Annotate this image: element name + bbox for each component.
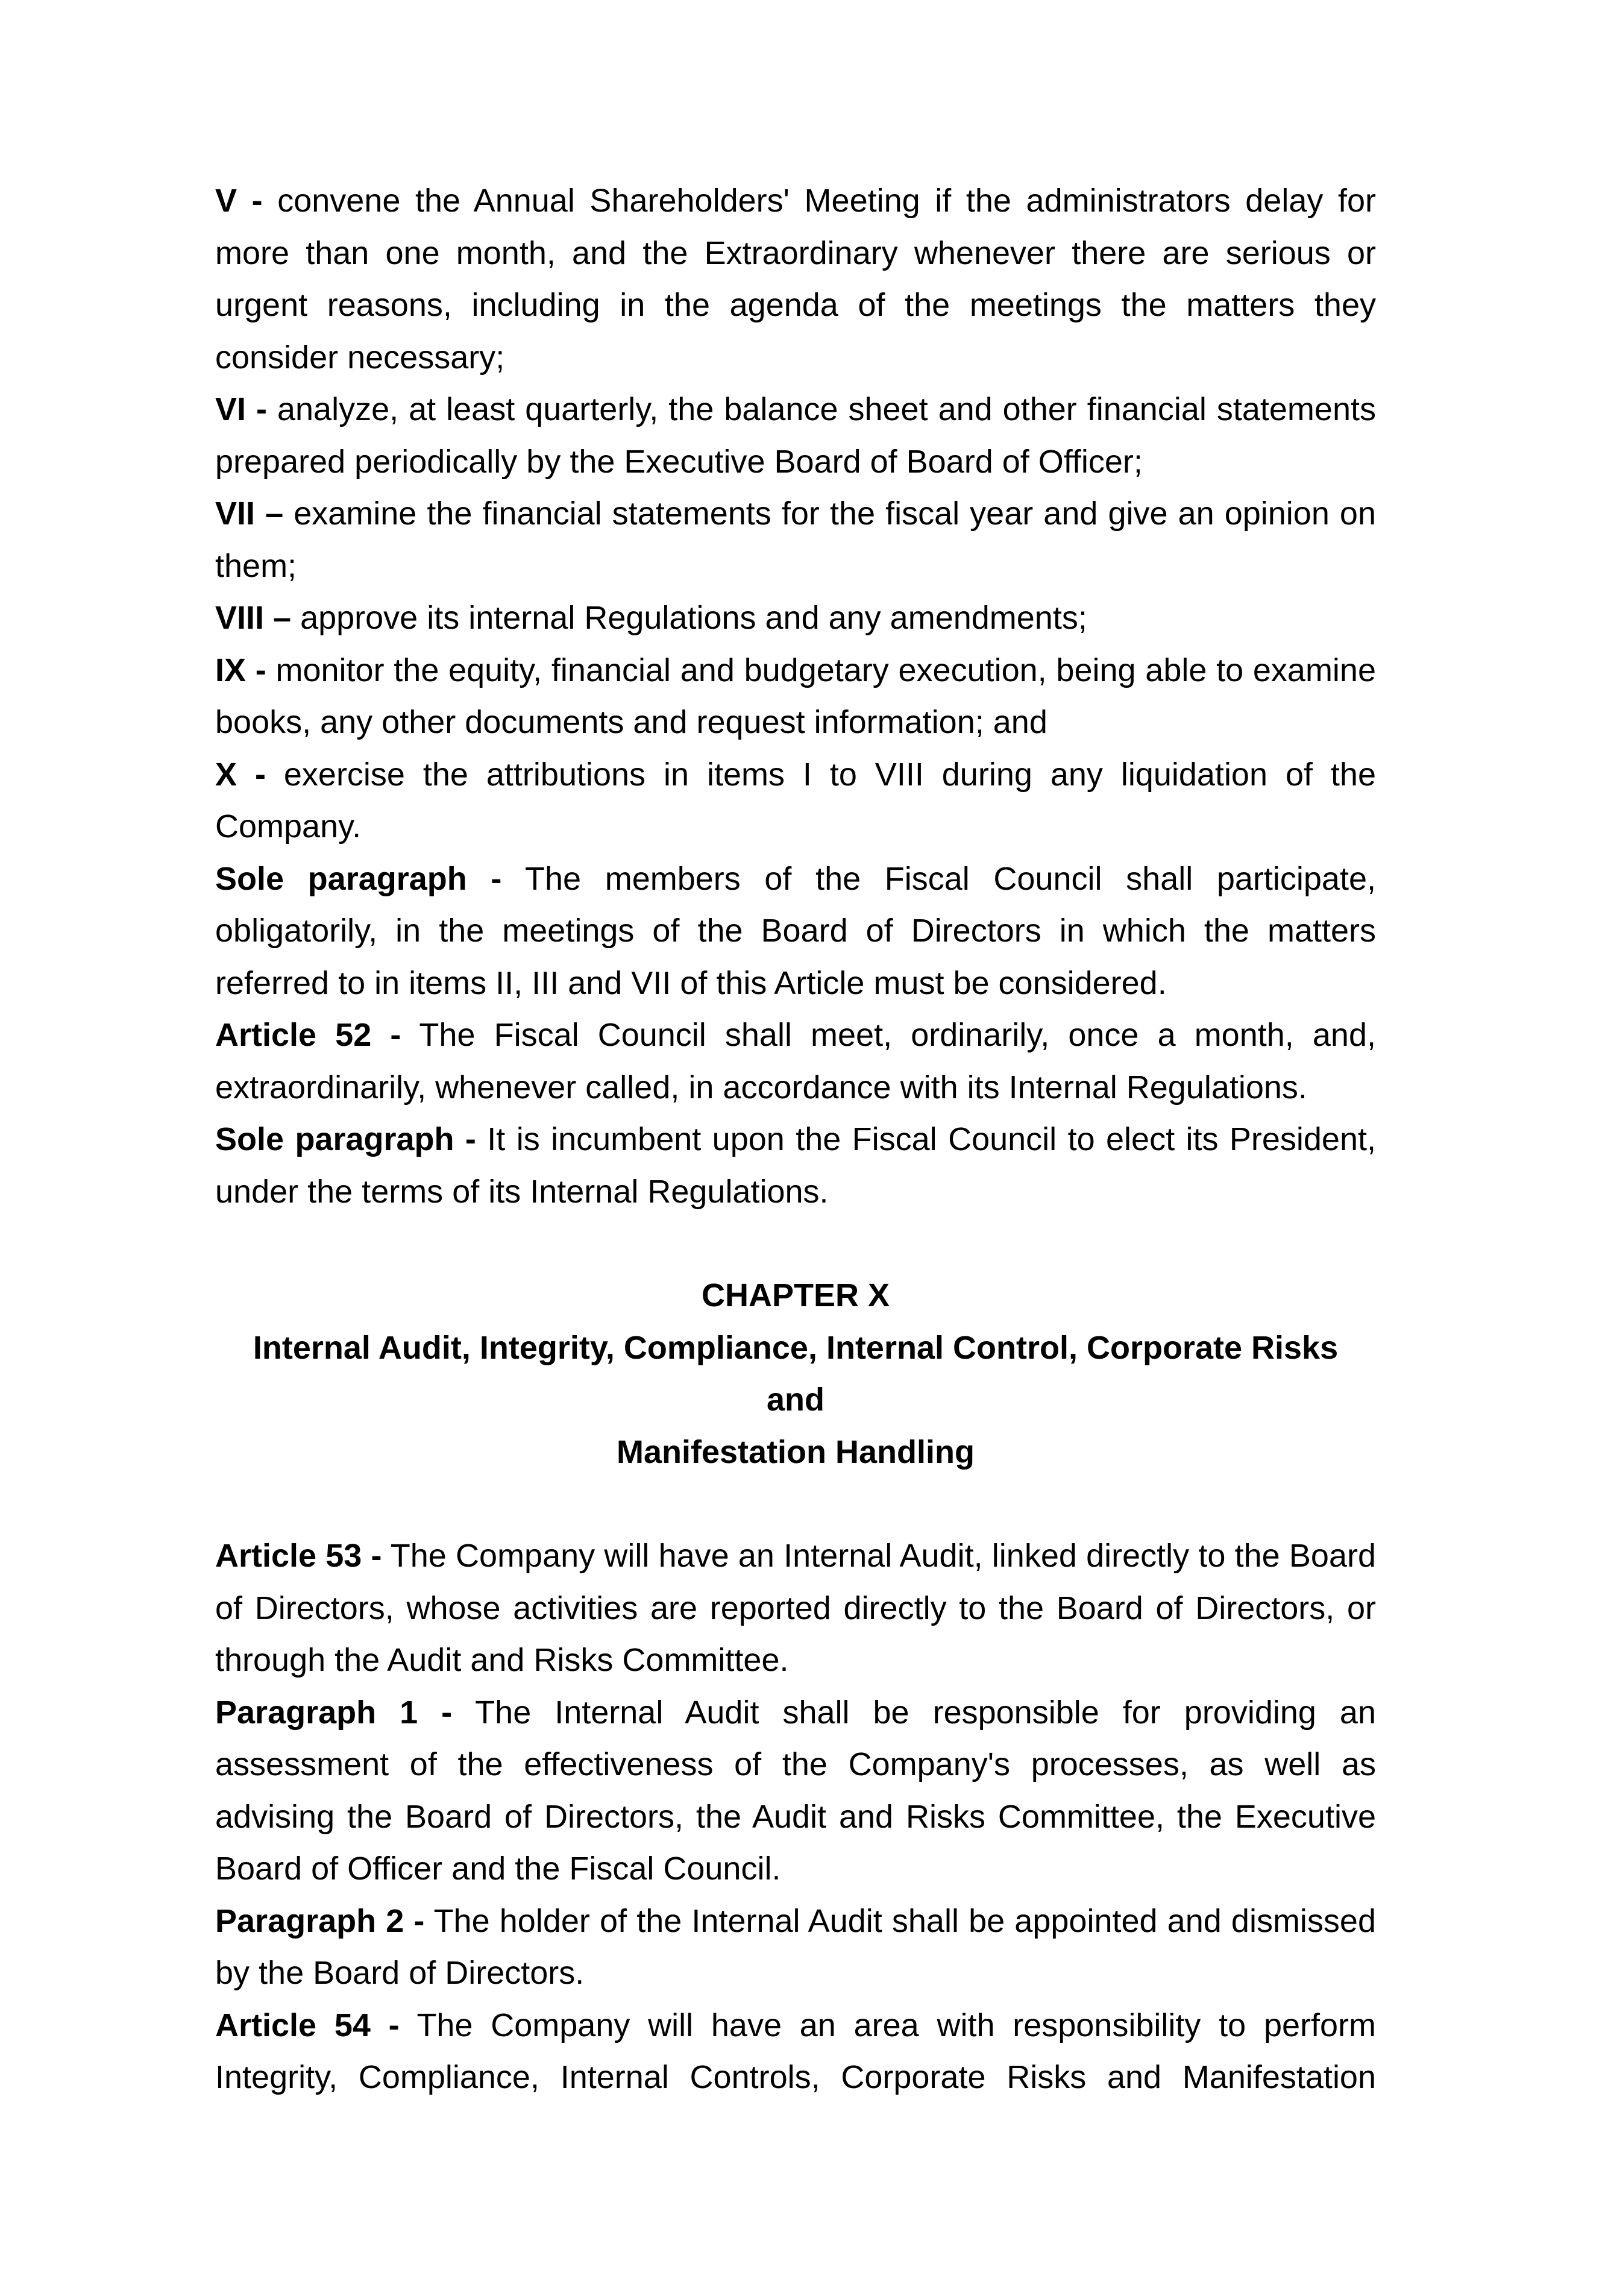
item-label: X -	[215, 756, 266, 793]
article-52	[215, 1009, 1376, 1113]
item-text: monitor the equity, financial and budgetary execution, being able to examine books, any other documents and request information; and	[215, 652, 1376, 740]
item-label: Sole paragraph -	[215, 1121, 476, 1157]
chapter-heading	[215, 1269, 1376, 1478]
item-text: approve its internal Regulations and any amendments;	[291, 600, 1087, 636]
item-vii	[215, 488, 1376, 592]
article-53	[215, 1530, 1376, 1687]
item-text: The members of the Fiscal Council shall participate, obligatorily, in the meetings of the Board of Directors in which the matters referred to in items II, III and VII of this Article must be considered.	[215, 860, 1376, 1001]
item-label: IX -	[215, 652, 266, 688]
item-text: analyze, at least quarterly, the balance sheet and other financial statements prepared periodically by the Executive Board of Board of Officer;	[215, 391, 1376, 480]
item-text: convene the Annual Shareholders' Meeting if the administrators delay for more than one month, and the Extraordinary whenever there are serious or urgent reasons, including in the agenda of the meetings the matters they consider necessary;	[215, 183, 1376, 376]
item-vi	[215, 383, 1376, 488]
paragraph-1	[215, 1687, 1376, 1895]
item-text: The Fiscal Council shall meet, ordinarily, once a month, and, extraordinarily, whenever called, in accordance with its Internal Regulations.	[215, 1017, 1376, 1106]
item-label: VI -	[215, 391, 267, 427]
sole-paragraph-51	[215, 853, 1376, 1010]
item-text: The holder of the Internal Audit shall be appointed and dismissed by the Board of Directors.	[215, 1902, 1376, 1991]
paragraph-2	[215, 1895, 1376, 1999]
item-text: exercise the attributions in items I to VIII during any liquidation of the Company.	[215, 756, 1376, 844]
item-ix	[215, 644, 1376, 749]
item-label: Article 53 -	[215, 1538, 382, 1574]
item-label: Paragraph 1 -	[215, 1694, 453, 1731]
item-x	[215, 749, 1376, 853]
item-viii	[215, 592, 1376, 644]
item-text: The Company will have an Internal Audit, linked directly to the Board of Directors, whose activities are reported directly to the Board of Directors, or through the Audit and Risks Committee.	[215, 1538, 1376, 1678]
sole-paragraph-52	[215, 1113, 1376, 1218]
item-label: Article 54 -	[215, 2007, 400, 2043]
item-text: The Company will have an area with responsibility to perform Integrity, Compliance, Internal Controls, Corporate Risks and Manifestation	[215, 2007, 1376, 2095]
item-label: Sole paragraph -	[215, 860, 502, 897]
chapter-title-line2: and	[766, 1382, 824, 1418]
item-text: It is incumbent upon the Fiscal Council to elect its President, under the terms of its Internal Regulations.	[215, 1121, 1377, 1210]
chapter-title-line1: Internal Audit, Integrity, Compliance, Internal Control, Corporate Risks	[253, 1329, 1339, 1366]
item-label: V -	[215, 183, 263, 219]
article-54	[215, 1999, 1376, 2104]
item-label: VIII –	[215, 600, 292, 636]
item-text: The Internal Audit shall be responsible for providing an assessment of the effectiveness of the Company's processes, as well as advising the Board of Directors, the Audit and Risks Committee, the Executive Board of Officer and the Fiscal Council.	[215, 1694, 1376, 1887]
item-label: VII –	[215, 495, 284, 532]
item-v	[215, 175, 1376, 383]
item-label: Paragraph 2 -	[215, 1902, 425, 1939]
item-label: Article 52 -	[215, 1017, 401, 1053]
item-text: examine the financial statements for the fiscal year and give an opinion on them;	[215, 495, 1376, 584]
document-page	[215, 175, 1376, 2104]
chapter-title-line3: Manifestation Handling	[617, 1433, 975, 1470]
chapter-number: CHAPTER X	[701, 1277, 890, 1313]
